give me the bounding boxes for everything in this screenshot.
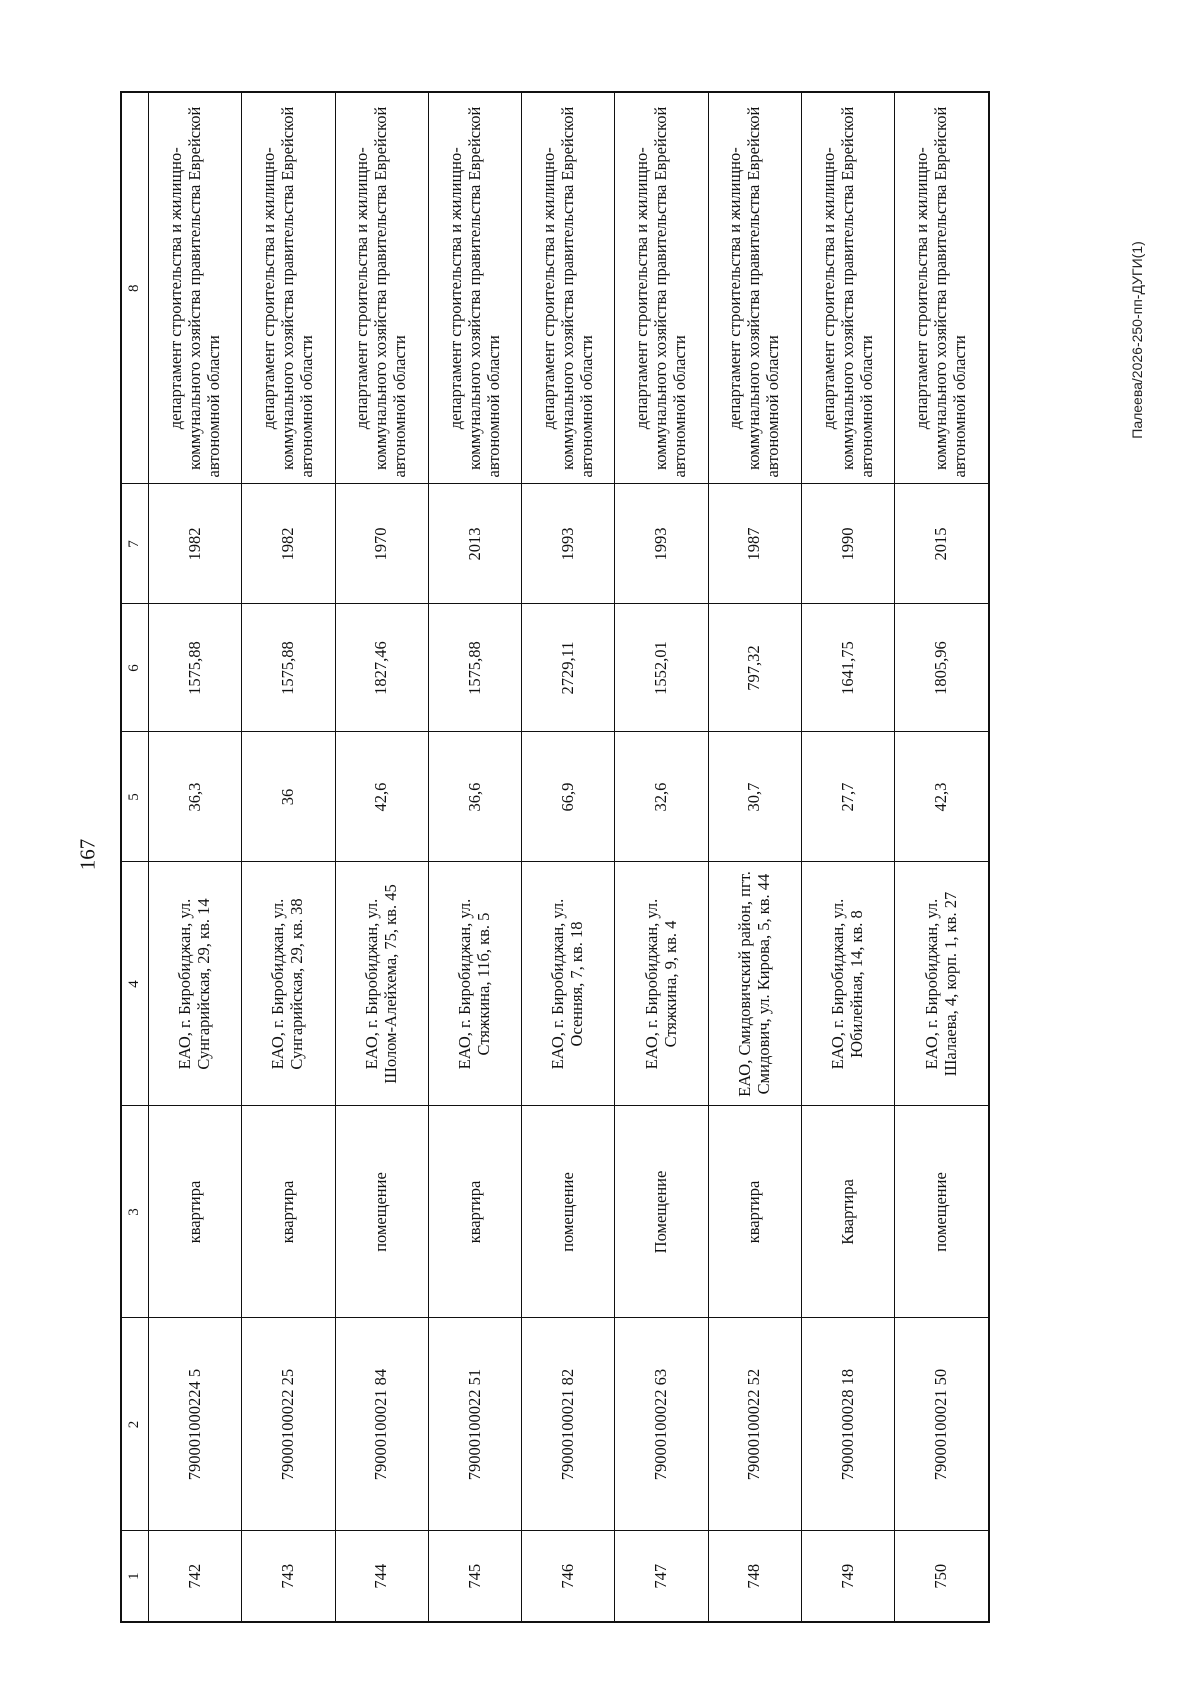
page-number: 167 [75,838,100,871]
object-area: 42,3 [895,732,989,862]
row-number: 742 [149,1531,242,1622]
object-area: 36,3 [149,732,242,862]
object-holder: департамент строительства и жилищно-коммунального хозяйства правительства Еврейской автономной области [242,92,335,484]
column-header: 6 [121,604,149,732]
object-type: квартира [149,1106,242,1318]
object-year: 1990 [802,484,895,604]
table-row [802,92,895,1622]
table-row [522,92,615,1622]
cadastral-number: 79000100022 51 [428,1318,521,1531]
column-header: 7 [121,484,149,604]
table-row [335,92,428,1622]
object-type: помещение [895,1106,989,1318]
object-area: 30,7 [708,732,801,862]
object-holder: департамент строительства и жилищно-коммунального хозяйства правительства Еврейской автономной области [708,92,801,484]
object-holder: департамент строительства и жилищно-коммунального хозяйства правительства Еврейской автономной области [895,92,989,484]
object-address: ЕАО, г. Биробиджан, ул. Сунгарийская, 29, кв. 14 [149,862,242,1106]
object-year: 1982 [149,484,242,604]
column-header: 1 [121,1531,149,1622]
object-address: ЕАО, г. Биробиджан, ул. Сунгарийская, 29, кв. 38 [242,862,335,1106]
object-address: ЕАО, г. Биробиджан, ул. Шолом-Алейхема, 75, кв. 45 [335,862,428,1106]
cadastral-number: 79000100022 52 [708,1318,801,1531]
object-year: 2015 [895,484,989,604]
object-holder: департамент строительства и жилищно-коммунального хозяйства правительства Еврейской автономной области [802,92,895,484]
object-type: квартира [708,1106,801,1318]
table-row [242,92,335,1622]
object-address: ЕАО, г. Биробиджан, ул. Юбилейная, 14, кв. 8 [802,862,895,1106]
object-cost: 1575,88 [428,604,521,732]
object-address: ЕАО, г. Биробиджан, ул. Стяжкина, 9, кв. 4 [615,862,708,1106]
object-address: ЕАО, г. Биробиджан, ул. Стяжкина, 11б, кв. 5 [428,862,521,1106]
object-area: 66,9 [522,732,615,862]
cadastral-number: 79000100022 63 [615,1318,708,1531]
object-holder: департамент строительства и жилищно-коммунального хозяйства правительства Еврейской автономной области [428,92,521,484]
cadastral-number: 79000100021 84 [335,1318,428,1531]
row-number: 744 [335,1531,428,1622]
table-row [428,92,521,1622]
cadastral-number: 79000100021 82 [522,1318,615,1531]
object-type: Квартира [802,1106,895,1318]
column-header: 8 [121,92,149,484]
column-header: 2 [121,1318,149,1531]
row-number: 750 [895,1531,989,1622]
column-header: 5 [121,732,149,862]
row-number: 746 [522,1531,615,1622]
cadastral-number: 79000100022 25 [242,1318,335,1531]
table-row [615,92,708,1622]
object-type: помещение [522,1106,615,1318]
row-number: 745 [428,1531,521,1622]
row-number: 743 [242,1531,335,1622]
cadastral-number: 79000100021 50 [895,1318,989,1531]
object-cost: 1575,88 [242,604,335,732]
object-year: 1982 [242,484,335,604]
row-number: 748 [708,1531,801,1622]
table-row [895,92,989,1622]
column-header: 4 [121,862,149,1106]
cadastral-number: 79000100028 18 [802,1318,895,1531]
object-holder: департамент строительства и жилищно-коммунального хозяйства правительства Еврейской автономной области [522,92,615,484]
object-cost: 1552,01 [615,604,708,732]
object-type: помещение [335,1106,428,1318]
object-year: 1993 [615,484,708,604]
object-cost: 1575,88 [149,604,242,732]
cadastral-number: 790001000224 5 [149,1318,242,1531]
object-address: ЕАО, г. Биробиджан, ул. Осенняя, 7, кв. 18 [522,862,615,1106]
object-year: 2013 [428,484,521,604]
property-registry-table [120,91,990,1623]
column-header: 3 [121,1106,149,1318]
object-area: 36 [242,732,335,862]
object-year: 1987 [708,484,801,604]
object-cost: 1827,46 [335,604,428,732]
row-number: 749 [802,1531,895,1622]
object-cost: 1805,96 [895,604,989,732]
object-area: 36,6 [428,732,521,862]
object-address: ЕАО, г. Биробиджан, ул. Шалаева, 4, корп. 1, кв. 27 [895,862,989,1106]
object-type: квартира [242,1106,335,1318]
object-holder: департамент строительства и жилищно-коммунального хозяйства правительства Еврейской автономной области [149,92,242,484]
object-area: 32,6 [615,732,708,862]
object-type: Помещение [615,1106,708,1318]
table-row [149,92,242,1622]
object-type: квартира [428,1106,521,1318]
object-area: 42,6 [335,732,428,862]
header-row [121,92,149,1622]
row-number: 747 [615,1531,708,1622]
object-year: 1970 [335,484,428,604]
table-container [120,93,990,1623]
document-code: Палеева/2026-250-пп-ДУГИ(1) [1129,241,1145,439]
object-address: ЕАО, Смидовичский район, пгт. Смидович, ул. Кирова, 5, кв. 44 [708,862,801,1106]
object-cost: 797,32 [708,604,801,732]
object-holder: департамент строительства и жилищно-коммунального хозяйства правительства Еврейской автономной области [615,92,708,484]
object-holder: департамент строительства и жилищно-коммунального хозяйства правительства Еврейской автономной области [335,92,428,484]
object-year: 1993 [522,484,615,604]
table-row [708,92,801,1622]
object-cost: 1641,75 [802,604,895,732]
object-area: 27,7 [802,732,895,862]
object-cost: 2729,11 [522,604,615,732]
